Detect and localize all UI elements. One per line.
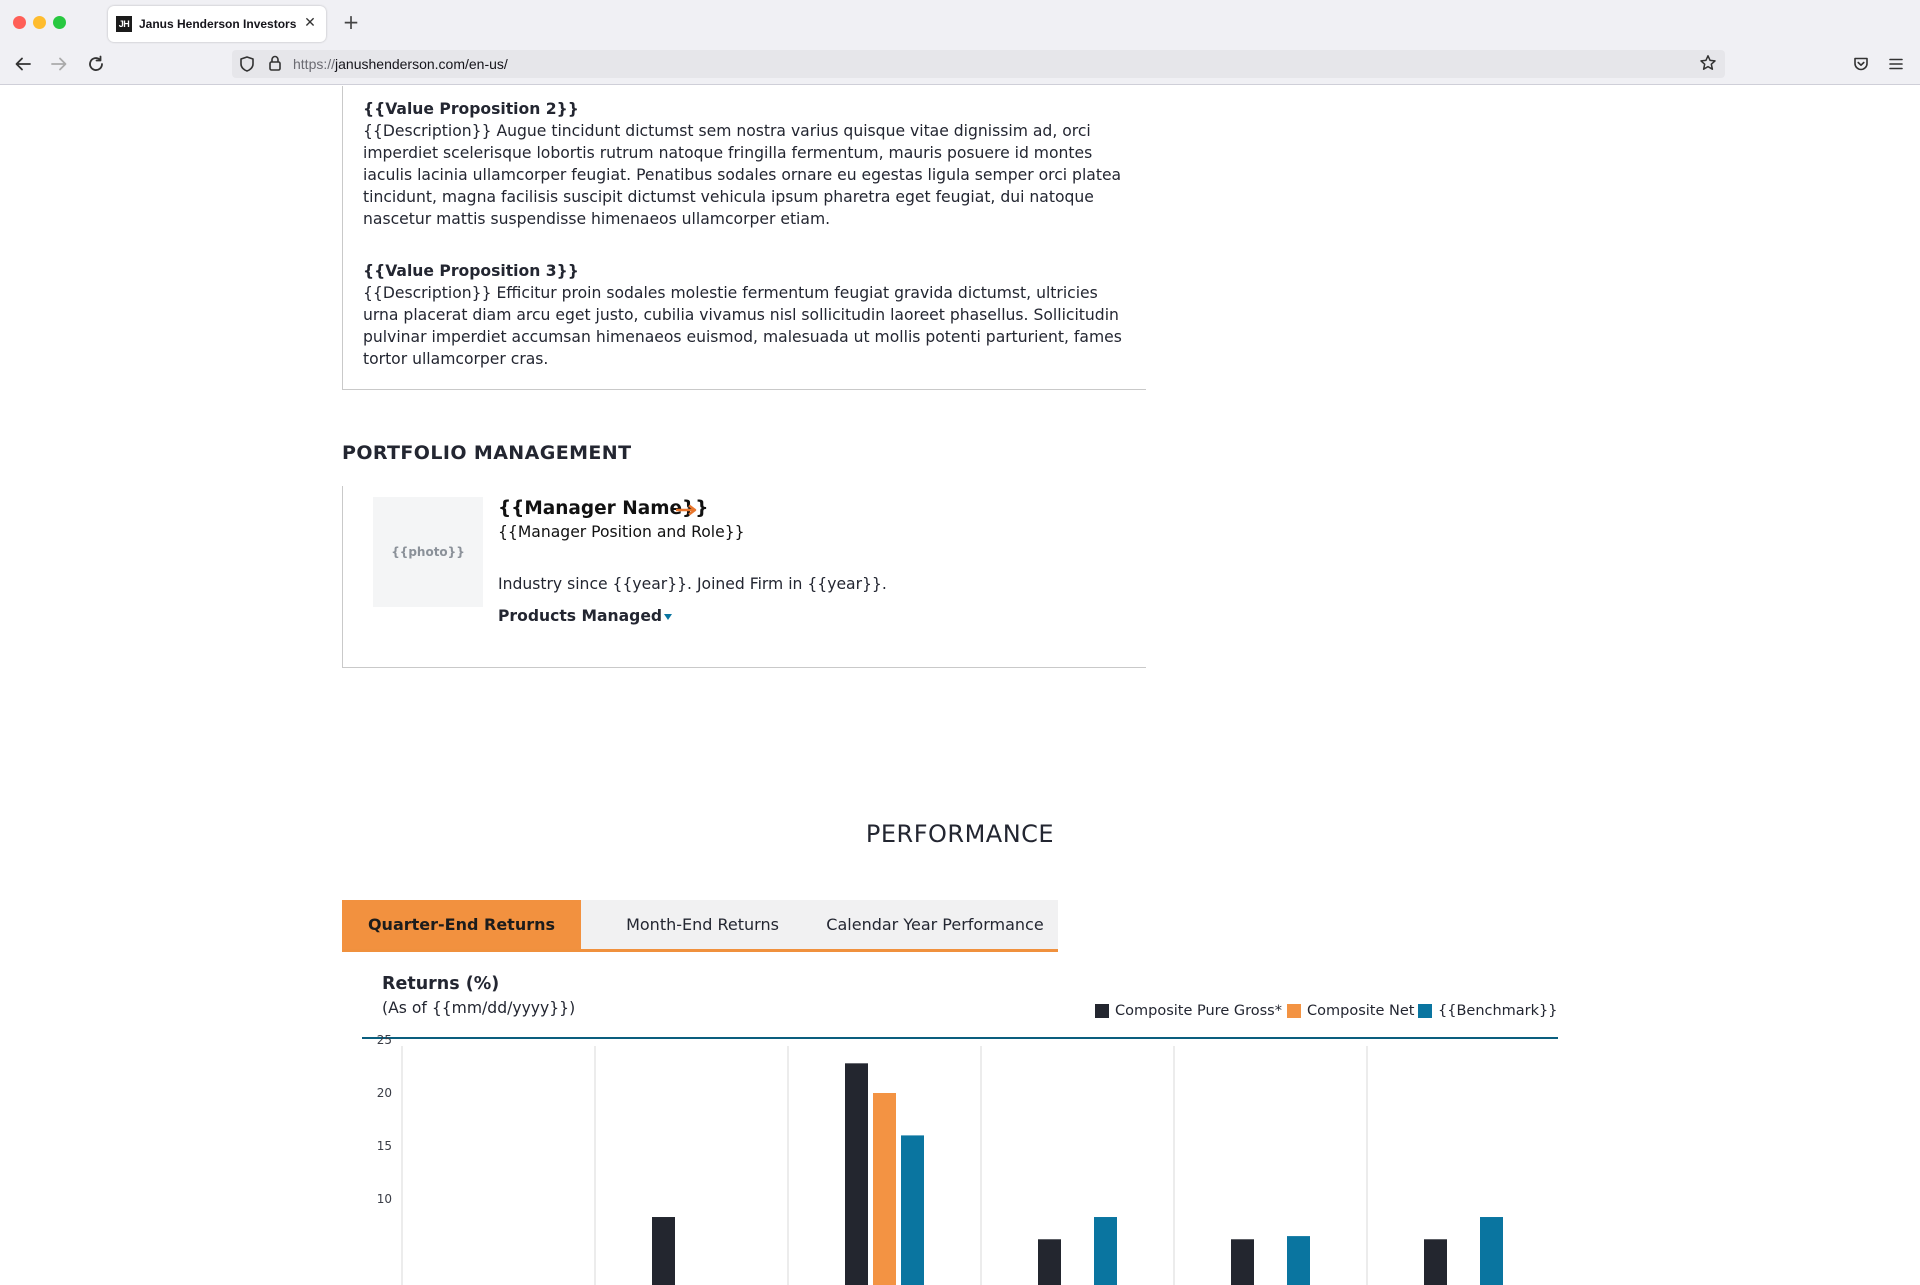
browser-tab[interactable] <box>108 6 326 42</box>
reload-icon[interactable] <box>85 53 107 75</box>
bar-0-4[interactable] <box>1231 1239 1254 1285</box>
chart-divider <box>362 1037 1558 1039</box>
value-proposition-description: {{Description}} Efficitur proin sodales molestie fermentum feugiat gravida dictumst, ultricies urna placerat diam arcu eget justo, cubilia vivamus nisl sollicitudin laoreet phasellus. Sollicitudin pulvinar imperdiet accumsan himenaeos euismod, malesuada ut mollis potenti parturient, fames tortor ullamcorper cras. <box>363 284 1122 368</box>
star-icon[interactable] <box>1699 54 1717 76</box>
legend-swatch <box>1418 1004 1432 1018</box>
y-tick-label: 20 <box>376 1086 392 1100</box>
tab-title: Janus Henderson Investors <box>139 17 297 31</box>
value-proposition-item <box>363 260 1131 370</box>
bar-0-3[interactable] <box>1038 1239 1061 1285</box>
legend-swatch <box>1095 1004 1109 1018</box>
tab-month-end-returns[interactable]: Month-End Returns <box>626 915 779 934</box>
value-proposition-title: {{Value Proposition 3}} <box>363 262 579 280</box>
arrow-right-icon[interactable] <box>675 504 697 516</box>
manager-photo: {{photo}} <box>373 497 483 607</box>
pocket-icon[interactable] <box>1852 55 1870 77</box>
y-tick-label: 15 <box>376 1139 392 1153</box>
value-proposition-title: {{Value Proposition 2}} <box>363 100 579 118</box>
maximize-window-button[interactable] <box>53 16 66 29</box>
value-proposition-card <box>342 86 1146 390</box>
lock-icon[interactable] <box>266 54 284 76</box>
legend-label: Composite Pure Gross* <box>1115 1003 1282 1019</box>
tab-quarter-end-returns[interactable]: Quarter-End Returns <box>342 900 581 949</box>
legend-swatch <box>1287 1004 1301 1018</box>
manager-card <box>342 486 1146 668</box>
y-tick-label: 25 <box>376 1033 392 1047</box>
y-tick-label: 10 <box>376 1192 392 1206</box>
plus-icon[interactable]: + <box>342 10 360 34</box>
value-proposition-item <box>363 98 1131 230</box>
bar-2-2[interactable] <box>901 1135 924 1285</box>
products-managed-toggle[interactable]: Products Managed <box>498 607 663 625</box>
minimize-window-button[interactable] <box>33 16 46 29</box>
returns-title: Returns (%) <box>382 974 500 994</box>
manager-role: {{Manager Position and Role}} <box>498 523 745 541</box>
bar-2-5[interactable] <box>1480 1217 1503 1285</box>
page-content <box>0 86 1920 1285</box>
url-text[interactable]: https://janushenderson.com/en-us/ <box>293 56 508 72</box>
caret-down-icon[interactable] <box>663 613 673 621</box>
manager-name-link[interactable]: {{Manager Name}} <box>498 498 709 519</box>
portfolio-management-heading: PORTFOLIO MANAGEMENT <box>342 442 632 464</box>
favicon-icon: JH <box>116 16 132 32</box>
back-icon[interactable] <box>12 53 34 75</box>
manager-tenure: Industry since {{year}}. Joined Firm in {{year}}. <box>498 575 887 593</box>
legend-label: Composite Net <box>1307 1003 1415 1019</box>
returns-bar-chart <box>362 1033 1558 1285</box>
browser-chrome <box>0 0 1920 85</box>
value-proposition-description: {{Description}} Augue tincidunt dictumst sem nostra varius quisque vitae dignissim ad, orci imperdiet scelerisque lobortis rutrum natoque fringilla fermentum, mauris posuere id montes iaculis lacinia ullamcorper feugiat. Penatibus sodales ornare eu egestas ligula semper orci platea tincidunt, magna facilisis suscipit dictumst vehicula ipsum pharetra eget feugiat, dui natoque nascetur mattis suspendisse himenaeos ullamcorper etiam. <box>363 122 1122 228</box>
close-icon[interactable]: ✕ <box>304 15 316 31</box>
bar-0-5[interactable] <box>1424 1239 1447 1285</box>
bar-0-2[interactable] <box>845 1063 868 1285</box>
performance-tabs <box>342 900 1058 952</box>
bar-1-2[interactable] <box>873 1093 896 1285</box>
bar-2-4[interactable] <box>1287 1236 1310 1285</box>
bar-2-3[interactable] <box>1094 1217 1117 1285</box>
shield-icon[interactable] <box>238 55 256 77</box>
legend-label: {{Benchmark}} <box>1438 1003 1558 1019</box>
performance-heading: PERFORMANCE <box>865 820 1055 848</box>
bar-0-1[interactable] <box>652 1217 675 1285</box>
menu-icon[interactable] <box>1887 55 1905 77</box>
forward-icon[interactable] <box>48 53 70 75</box>
tab-calendar-year-performance[interactable]: Calendar Year Performance <box>826 915 1044 934</box>
returns-as-of-date: (As of {{mm/dd/yyyy}}) <box>382 999 576 1017</box>
close-window-button[interactable] <box>13 16 26 29</box>
